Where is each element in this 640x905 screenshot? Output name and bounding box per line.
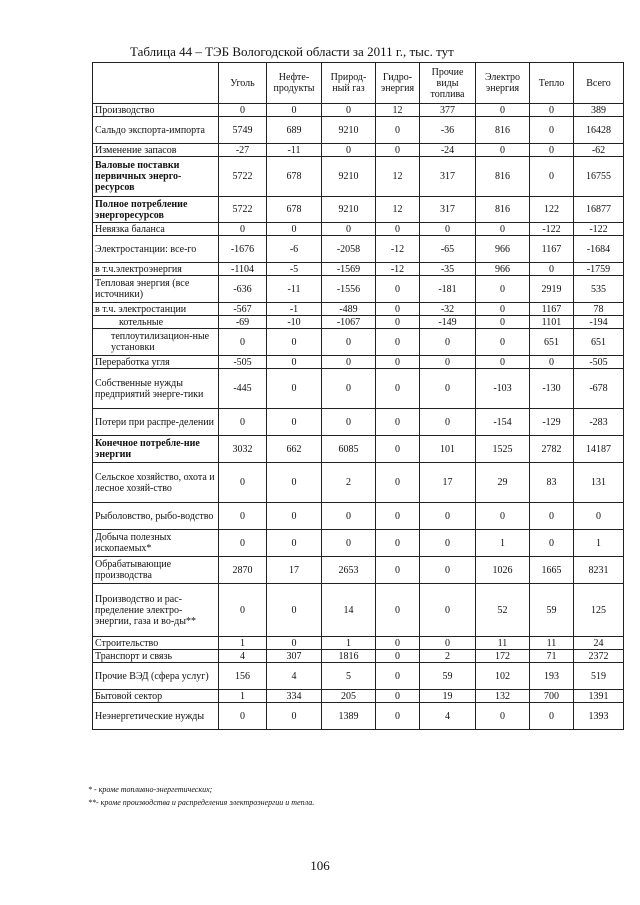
table-row [93,690,624,703]
table-cell: 317 [420,197,476,223]
row-label: котельные [93,316,219,329]
table-cell: 4 [420,703,476,730]
footnote: * - кроме топливно-энергетических; [88,785,213,794]
table-cell: 17 [420,463,476,503]
table-cell: -1759 [574,263,624,276]
table-cell: -103 [476,369,530,409]
table-cell: 5722 [219,197,267,223]
table-cell: -129 [530,409,574,436]
footnotes [88,783,314,809]
table-cell: 0 [376,276,420,303]
table-cell: 19 [420,690,476,703]
table-cell: 334 [267,690,322,703]
table-cell: 651 [530,329,574,356]
column-header: Нефте-продукты [267,63,322,104]
table-cell: 132 [476,690,530,703]
table-cell: 0 [376,144,420,157]
table-row [93,503,624,530]
table-row [93,223,624,236]
table-cell: 0 [420,637,476,650]
table-cell: 651 [574,329,624,356]
row-label: Потери при распре-делении [93,409,219,436]
table-cell: 0 [219,329,267,356]
table-cell: 1389 [322,703,376,730]
table-cell: 0 [476,223,530,236]
column-header: Прочие виды топлива [420,63,476,104]
table-cell: 16877 [574,197,624,223]
table-cell: 816 [476,197,530,223]
table-row [93,144,624,157]
table-cell: 1026 [476,557,530,584]
table-cell: -35 [420,263,476,276]
table-row [93,236,624,263]
table-cell: -10 [267,316,322,329]
table-cell: 52 [476,584,530,637]
table-cell: 0 [530,356,574,369]
table-cell: 12 [376,197,420,223]
table-row [93,157,624,197]
table-cell: 519 [574,663,624,690]
table-cell: 0 [376,329,420,356]
table-cell: 0 [530,703,574,730]
table-cell: 0 [267,369,322,409]
table-cell: 0 [476,316,530,329]
table-cell: 1816 [322,650,376,663]
table-cell: 2919 [530,276,574,303]
table-cell: 156 [219,663,267,690]
table-cell: 0 [420,584,476,637]
row-label: в т.ч.электроэнергия [93,263,219,276]
table-cell: 0 [530,104,574,117]
row-label: Конечное потребле-ние энергии [93,436,219,463]
row-label: Обрабатывающие производства [93,557,219,584]
table-cell: 0 [267,223,322,236]
table-cell: 0 [267,584,322,637]
table-cell: 0 [322,369,376,409]
row-label: Производство [93,104,219,117]
table-cell: 0 [219,223,267,236]
table-cell: 16755 [574,157,624,197]
table-cell: 0 [322,530,376,557]
table-cell: 1 [574,530,624,557]
table-cell: 816 [476,117,530,144]
table-cell: 0 [267,530,322,557]
row-label: Производство и рас-пределение электро-энергии, газа и во-ды** [93,584,219,637]
table-cell: 0 [376,117,420,144]
table-cell: 0 [219,584,267,637]
table-cell: -12 [376,236,420,263]
table-cell: -1104 [219,263,267,276]
column-header: Уголь [219,63,267,104]
table-cell: 193 [530,663,574,690]
table-cell: 131 [574,463,624,503]
table-cell: 0 [376,663,420,690]
table-row [93,329,624,356]
table-cell: 0 [376,303,420,316]
table-cell: 11 [476,637,530,650]
table-cell: 0 [376,650,420,663]
table-cell: 1167 [530,303,574,316]
table-caption: Таблица 44 – ТЭБ Вологодской области за 2011 г., тыс. тут [130,44,454,59]
table-cell: -505 [219,356,267,369]
table-row [93,356,624,369]
table-cell: 71 [530,650,574,663]
table-cell: 0 [219,463,267,503]
row-label: Рыболовство, рыбо-водство [93,503,219,530]
table-cell: 172 [476,650,530,663]
table-cell: 0 [376,463,420,503]
table-cell: 1 [476,530,530,557]
table-cell: 0 [530,503,574,530]
table-cell: 0 [476,703,530,730]
table-cell: -11 [267,144,322,157]
row-label: Сельское хозяйство, охота и лесное хозяй-ство [93,463,219,503]
column-header: Электро энергия [476,63,530,104]
table-cell: 0 [376,530,420,557]
row-label: Транспорт и связь [93,650,219,663]
table-row [93,663,624,690]
table-cell: 535 [574,276,624,303]
table-cell: 0 [574,503,624,530]
table-cell: 4 [219,650,267,663]
table-cell: 1393 [574,703,624,730]
table-cell: 0 [376,690,420,703]
table-cell: 0 [476,503,530,530]
table-row [93,276,624,303]
table-cell: 0 [322,409,376,436]
table-row [93,584,624,637]
table-cell: 4 [267,663,322,690]
table-cell: -678 [574,369,624,409]
table-cell: -65 [420,236,476,263]
table-cell: 0 [267,409,322,436]
row-label: Добыча полезных ископаемых* [93,530,219,557]
table-cell: 0 [420,557,476,584]
table-cell: 59 [420,663,476,690]
table-cell: 0 [420,356,476,369]
table-cell: 9210 [322,117,376,144]
table-cell: 1 [219,690,267,703]
table-cell: 0 [219,503,267,530]
table-cell: 102 [476,663,530,690]
column-header [93,63,219,104]
table-row [93,117,624,144]
table-row [93,463,624,503]
footnote: **- кроме производства и распределения электроэнергии и тепла. [88,798,315,807]
table-cell: 0 [530,263,574,276]
row-label: теплоутилизацион-ные установки [93,329,219,356]
row-label: в т.ч. электростанции [93,303,219,316]
table-cell: 0 [476,104,530,117]
table-cell: 0 [376,316,420,329]
table-cell: 2 [420,650,476,663]
column-header: Всего [574,63,624,104]
table-cell: 0 [530,117,574,144]
row-label: Тепловая энергия (все источники) [93,276,219,303]
table-cell: 1 [322,637,376,650]
table-header-row [93,63,624,104]
table-cell: 0 [267,104,322,117]
table-cell: 0 [267,637,322,650]
table-cell: 1525 [476,436,530,463]
table-cell: 0 [376,584,420,637]
table-row [93,650,624,663]
table-cell: -32 [420,303,476,316]
table-cell: 0 [376,503,420,530]
row-label: Электростанции: все-го [93,236,219,263]
table-cell: 0 [420,530,476,557]
table-cell: -194 [574,316,624,329]
row-label: Бытовой сектор [93,690,219,703]
table-cell: 9210 [322,157,376,197]
table-cell: 0 [420,409,476,436]
table-cell: 0 [376,356,420,369]
table-cell: 0 [267,463,322,503]
table-cell: 0 [219,409,267,436]
table-cell: 0 [267,703,322,730]
table-cell: 678 [267,197,322,223]
table-cell: 2870 [219,557,267,584]
table-cell: 3032 [219,436,267,463]
table-cell: -6 [267,236,322,263]
table-cell: 307 [267,650,322,663]
row-label: Полное потребление энергоресурсов [93,197,219,223]
row-label: Валовые поставки первичных энерго-ресурсов [93,157,219,197]
table-cell: 0 [219,530,267,557]
column-header: Тепло [530,63,574,104]
table-cell: 0 [322,144,376,157]
table-cell: 59 [530,584,574,637]
table-cell: 0 [322,503,376,530]
table-cell: 0 [476,276,530,303]
table-cell: -1 [267,303,322,316]
table-cell: -122 [574,223,624,236]
row-label: Прочие ВЭД (сфера услуг) [93,663,219,690]
table-row [93,303,624,316]
table-row [93,197,624,223]
table-row [93,263,624,276]
table-row [93,409,624,436]
table-cell: -181 [420,276,476,303]
table-cell: -36 [420,117,476,144]
table-cell: 12 [376,157,420,197]
table-cell: 17 [267,557,322,584]
table-cell: 2653 [322,557,376,584]
table-cell: 0 [219,703,267,730]
table-cell: 11 [530,637,574,650]
table-cell: 1 [219,637,267,650]
table-cell: -445 [219,369,267,409]
table-cell: 5749 [219,117,267,144]
table-cell: 0 [376,369,420,409]
table-row [93,530,624,557]
table-cell: 816 [476,157,530,197]
table-cell: 0 [530,144,574,157]
table-cell: 0 [376,557,420,584]
table-row [93,104,624,117]
table-cell: 205 [322,690,376,703]
table-row [93,637,624,650]
table-cell: 78 [574,303,624,316]
table-cell: 966 [476,263,530,276]
table-cell: 0 [476,329,530,356]
table-cell: 377 [420,104,476,117]
table-cell: -154 [476,409,530,436]
table-cell: 9210 [322,197,376,223]
table-cell: 5 [322,663,376,690]
table-cell: -24 [420,144,476,157]
table-cell: 678 [267,157,322,197]
row-label: Изменение запасов [93,144,219,157]
table-cell: -5 [267,263,322,276]
table-cell: 5722 [219,157,267,197]
table-cell: 0 [376,409,420,436]
table-cell: 101 [420,436,476,463]
table-cell: 0 [420,503,476,530]
table-cell: -1067 [322,316,376,329]
table-cell: 1665 [530,557,574,584]
table-cell: 662 [267,436,322,463]
table-cell: 122 [530,197,574,223]
table-row [93,703,624,730]
table-cell: -1569 [322,263,376,276]
table-cell: 689 [267,117,322,144]
table-cell: 0 [476,356,530,369]
table-cell: 0 [376,703,420,730]
table-cell: 0 [322,104,376,117]
table-cell: 0 [420,329,476,356]
table-cell: -149 [420,316,476,329]
row-label: Неэнергетические нужды [93,703,219,730]
table-cell: 0 [267,356,322,369]
page-number: 106 [310,858,330,873]
table-cell: 125 [574,584,624,637]
energy-balance-table [92,62,624,730]
table-cell: 0 [322,223,376,236]
table-row [93,369,624,409]
table-cell: -2058 [322,236,376,263]
table-cell: 389 [574,104,624,117]
table-cell: 0 [530,157,574,197]
table-cell: 0 [267,503,322,530]
table-cell: -11 [267,276,322,303]
table-cell: -567 [219,303,267,316]
row-label: Переработка угля [93,356,219,369]
table-cell: 0 [322,356,376,369]
table-cell: -283 [574,409,624,436]
table-cell: 1101 [530,316,574,329]
table-cell: 0 [376,436,420,463]
table-cell: 12 [376,104,420,117]
table-cell: 1167 [530,236,574,263]
table-row [93,436,624,463]
table-cell: 0 [376,637,420,650]
table-cell: 0 [219,104,267,117]
table-cell: -69 [219,316,267,329]
row-label: Невязка баланса [93,223,219,236]
table-cell: 14187 [574,436,624,463]
column-header: Гидро-энергия [376,63,420,104]
table-cell: -130 [530,369,574,409]
table-cell: -27 [219,144,267,157]
table-cell: 2 [322,463,376,503]
table-cell: 0 [376,223,420,236]
table-cell: 0 [267,329,322,356]
row-label: Собственные нужды предприятий энерге-тики [93,369,219,409]
table-cell: -1676 [219,236,267,263]
table-cell: 0 [530,530,574,557]
table-cell: 2372 [574,650,624,663]
table-cell: -505 [574,356,624,369]
table-row [93,316,624,329]
row-label: Сальдо экспорта-импорта [93,117,219,144]
table-cell: -489 [322,303,376,316]
table-cell: 83 [530,463,574,503]
table-cell: 966 [476,236,530,263]
table-cell: -1556 [322,276,376,303]
table-row [93,557,624,584]
table-cell: 2782 [530,436,574,463]
table-cell: 14 [322,584,376,637]
table-cell: 0 [322,329,376,356]
table-cell: -12 [376,263,420,276]
table-cell: 0 [420,369,476,409]
table-cell: 24 [574,637,624,650]
table-cell: 16428 [574,117,624,144]
row-label: Строительство [93,637,219,650]
table-cell: 8231 [574,557,624,584]
table-cell: 29 [476,463,530,503]
table-cell: -122 [530,223,574,236]
table-cell: 6085 [322,436,376,463]
table-cell: 1391 [574,690,624,703]
table-cell: -636 [219,276,267,303]
table-cell: 0 [420,223,476,236]
table-cell: 0 [476,144,530,157]
table-cell: 317 [420,157,476,197]
column-header: Природ-ный газ [322,63,376,104]
table-cell: -62 [574,144,624,157]
table-cell: 0 [476,303,530,316]
table-cell: 700 [530,690,574,703]
table-cell: -1684 [574,236,624,263]
